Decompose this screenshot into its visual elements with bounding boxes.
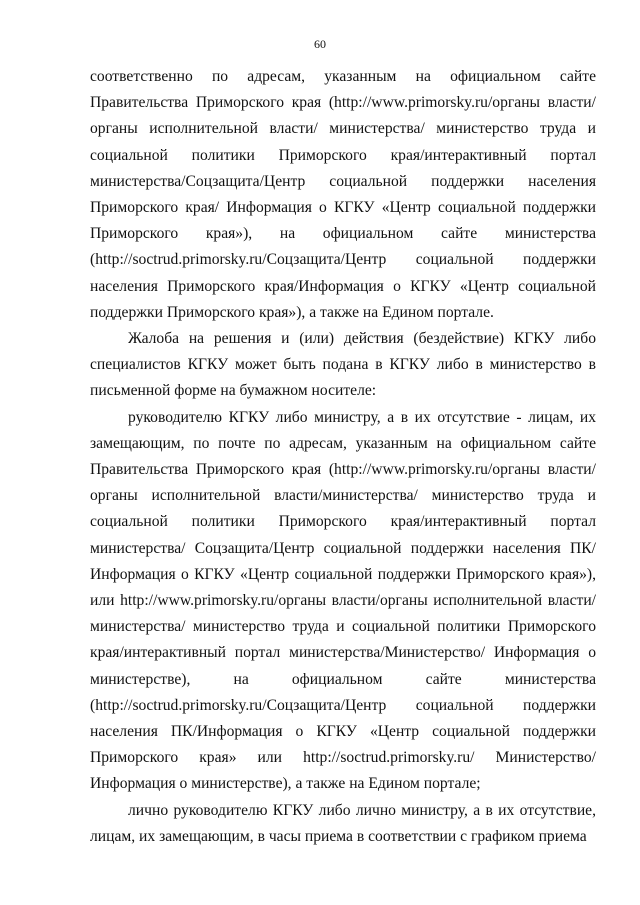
paragraph-addresses-continuation: соответственно по адресам, указанным на официальном сайте Правительства Приморского края (http://www.primorsky.ru/органы власти/органы исполнительной власти/ министерства/ министерство труда и социальной политики Приморского края/интерактивный портал министерства/Соцзащита/Центр социальной поддержки населения Приморского края/ Информация о КГКУ «Центр социальной поддержки Приморского края»), на официальном сайте министерства (http://soctrud.primorsky.ru/Соцзащита/Центр социальной поддержки населения Приморского края/Информация о КГКУ «Центр социальной поддержки Приморского края»), а также на Едином портале.	[90, 68, 596, 321]
document-body	[90, 64, 596, 850]
page-number: 60	[314, 37, 326, 51]
paragraph-complaint-in-person: лично руководителю КГКУ либо лично министру, а в их отсутствие, лицам, их замещающим, в часы приема в соответствии с графиком приема	[90, 801, 596, 845]
paragraph-complaint-intro: Жалоба на решения и (или) действия (бездействие) КГКУ либо специалистов КГКУ может быть подана в КГКУ либо в министерство в письменной форме на бумажном носителе:	[90, 330, 596, 400]
paragraph-complaint-by-mail: руководителю КГКУ либо министру, а в их отсутствие - лицам, их замещающим, по почте по адресам, указанным на официальном сайте Правительства Приморского края (http://www.primorsky.ru/органы власти/органы исполнительной власти/министерства/ министерство труда и социальной политики Приморского края/интерактивный портал министерства/ Соцзащита/Центр социальной поддержки населения ПК/Информация о КГКУ «Центр социальной поддержки Приморского края»), или http://www.primorsky.ru/органы власти/органы исполнительной власти/ министерства/ министерство труда и социальной политики Приморского края/интерактивный портал министерства/Министерство/ Информация о министерстве), на официальном сайте министерства (http://soctrud.primorsky.ru/Соцзащита/Центр социальной поддержки населения ПК/Информация о КГКУ «Центр социальной поддержки Приморского края» или http://soctrud.primorsky.ru/ Министерство/ Информация о министерстве), а также на Едином портале;	[90, 408, 596, 793]
